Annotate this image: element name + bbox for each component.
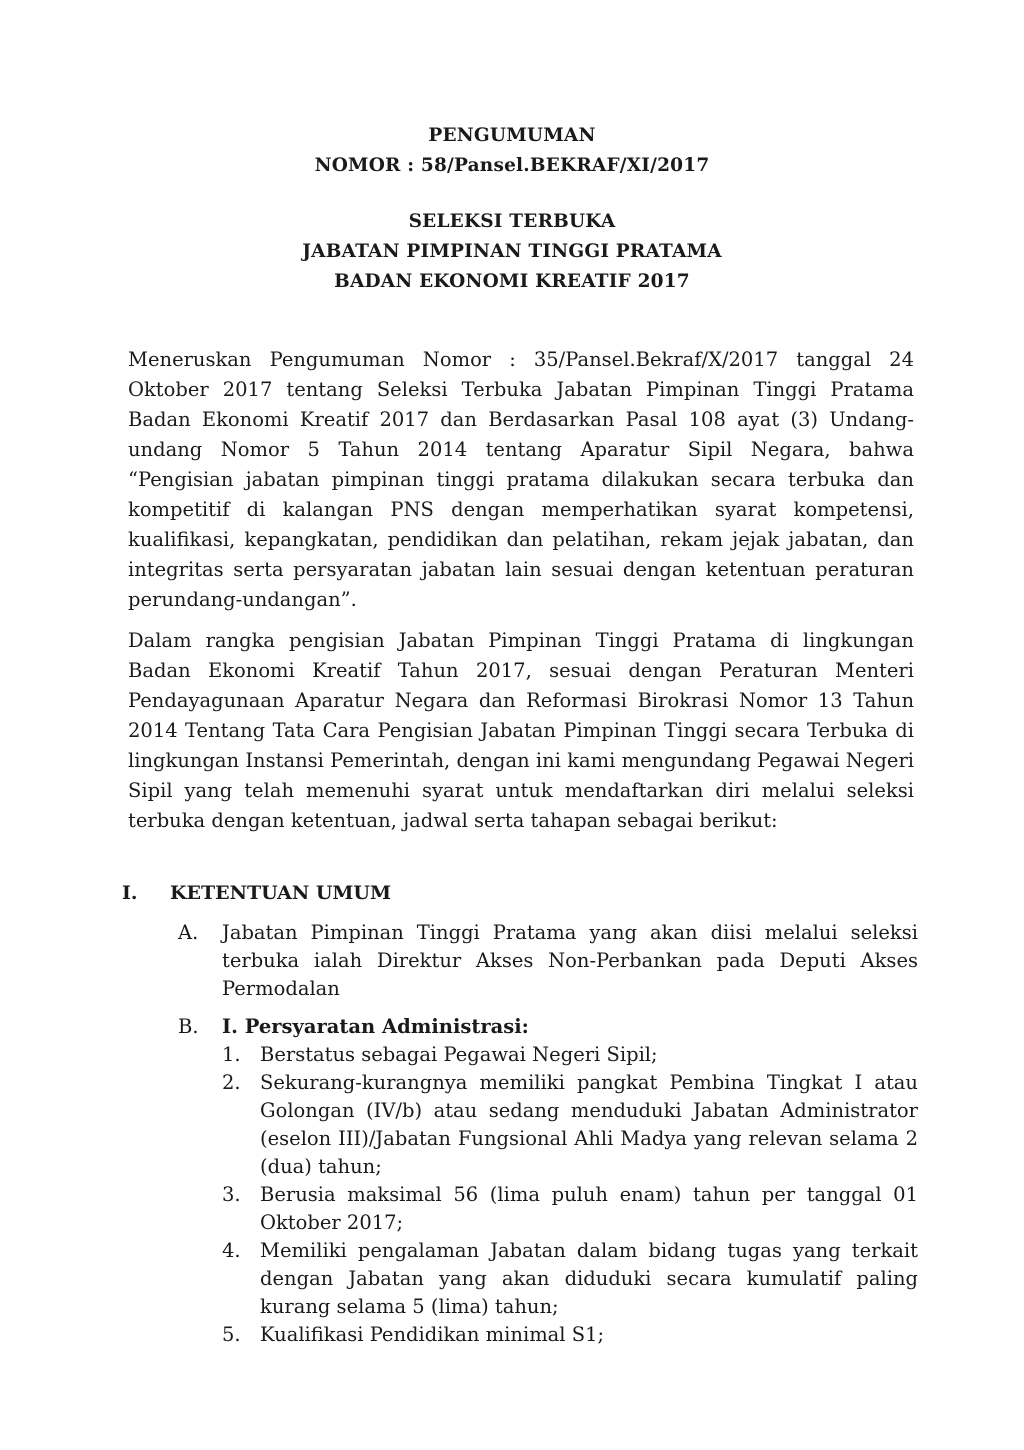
requirements-heading: I. Persyaratan Administrasi:: [222, 1015, 529, 1038]
list-number: 3.: [222, 1183, 241, 1206]
document-header: [0, 121, 1024, 181]
list-text: Memiliki pengalaman Jabatan dalam bidang tugas yang terkait dengan Jabatan yang akan diduduki secara kumulatif paling kurang selama 5 (lima) tahun;: [260, 1239, 918, 1318]
section-title: KETENTUAN UMUM: [170, 882, 392, 904]
announcement-title: PENGUMUMAN: [428, 125, 596, 146]
list-number: 1.: [222, 1043, 241, 1066]
list-text: Sekurang-kurangnya memiliki pangkat Pembina Tingkat I atau Golongan (IV/b) atau sedang menduduki Jabatan Administrator (eselon III)/Jabatan Fungsional Ahli Madya yang relevan selama 2 (dua) tahun;: [260, 1071, 918, 1178]
list-text: Kualifikasi Pendidikan minimal S1;: [260, 1323, 605, 1346]
section-heading-ketentuan-umum: [122, 878, 922, 908]
list-text: Berstatus sebagai Pegawai Negeri Sipil;: [260, 1043, 658, 1066]
requirements-list: [222, 1041, 918, 1349]
sub-item-b: [178, 1013, 918, 1043]
list-number: 5.: [222, 1323, 241, 1346]
subtitle-line-3: BADAN EKONOMI KREATIF 2017: [334, 271, 690, 292]
list-number: 4.: [222, 1239, 241, 1262]
subtitle-line-1: SELEKSI TERBUKA: [408, 211, 616, 232]
list-item: [222, 1237, 918, 1321]
list-item: [222, 1041, 918, 1069]
list-item: [222, 1181, 918, 1237]
paragraph-intro: Meneruskan Pengumuman Nomor : 35/Pansel.Bekraf/X/2017 tanggal 24 Oktober 2017 tentang Seleksi Terbuka Jabatan Pimpinan Tinggi Pratama Badan Ekonomi Kreatif 2017 dan Berdasarkan Pasal 108 ayat (3) Undang-undang Nomor 5 Tahun 2014 tentang Aparatur Sipil Negara, bahwa “Pengisian jabatan pimpinan tinggi pratama dilakukan secara terbuka dan kompetitif di kalangan PNS dengan memperhatikan syarat kompetensi, kualifikasi, kepangkatan, pendidikan dan pelatihan, rekam jejak jabatan, dan integritas serta persyaratan jabatan lain sesuai dengan ketentuan peraturan perundang-undangan”.: [128, 348, 914, 611]
list-text: Berusia maksimal 56 (lima puluh enam) tahun per tanggal 01 Oktober 2017;: [260, 1183, 918, 1234]
list-item: [222, 1069, 918, 1181]
subtitle-line-2: JABATAN PIMPINAN TINGGI PRATAMA: [302, 241, 722, 262]
sub-item-text: Jabatan Pimpinan Tinggi Pratama yang akan diisi melalui seleksi terbuka ialah Direktur Akses Non-Perbankan pada Deputi Akses Permodalan: [222, 921, 918, 1000]
sub-item-letter: A.: [178, 921, 199, 944]
list-number: 2.: [222, 1071, 241, 1094]
announcement-number: NOMOR : 58/Pansel.BEKRAF/XI/2017: [314, 155, 710, 176]
document-subtitle: [0, 207, 1024, 297]
paragraph-invitation: Dalam rangka pengisian Jabatan Pimpinan Tinggi Pratama di lingkungan Badan Ekonomi Kreatif Tahun 2017, sesuai dengan Peraturan Menteri Pendayagunaan Aparatur Negara dan Reformasi Birokrasi Nomor 13 Tahun 2014 Tentang Tata Cara Pengisian Jabatan Pimpinan Tinggi secara Terbuka di lingkungan Instansi Pemerintah, dengan ini kami mengundang Pegawai Negeri Sipil yang telah memenuhi syarat untuk mendaftarkan diri melalui seleksi terbuka dengan ketentuan, jadwal serta tahapan sebagai berikut:: [128, 629, 914, 832]
section-number: I.: [122, 882, 138, 904]
sub-item-letter: B.: [178, 1015, 199, 1038]
list-item: [222, 1321, 918, 1349]
sub-item-a: [178, 919, 918, 1009]
